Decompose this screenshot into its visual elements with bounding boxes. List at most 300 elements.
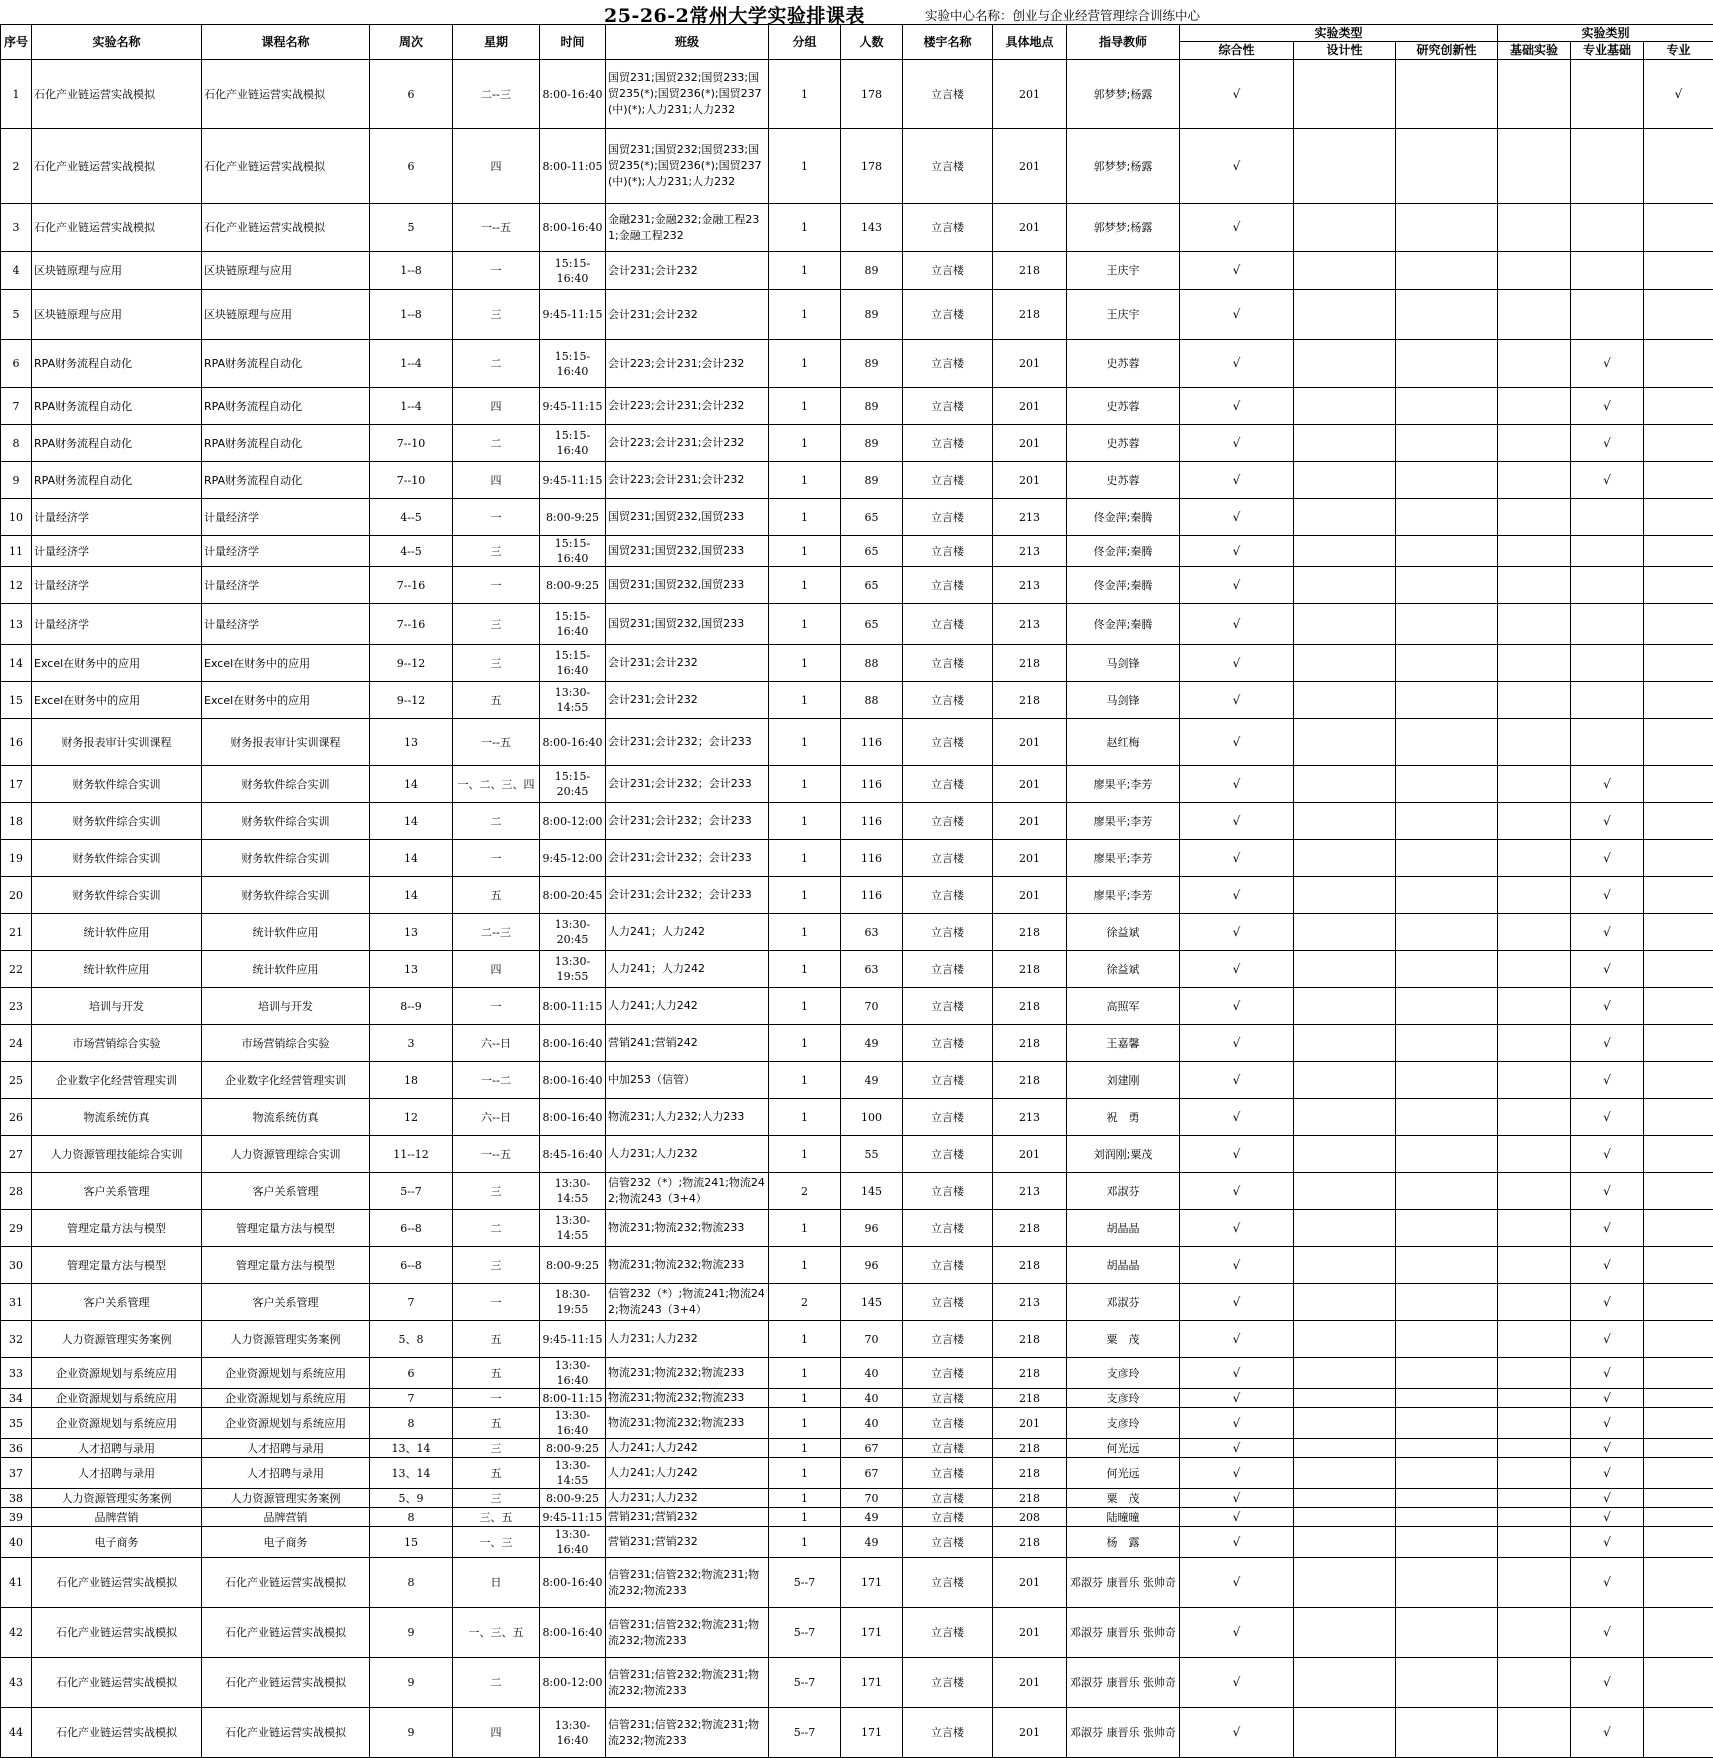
cell-location: 218 — [993, 1489, 1067, 1508]
cell-time: 13:30-16:40 — [540, 1358, 606, 1389]
cell-location: 201 — [993, 60, 1067, 129]
mark-research — [1396, 567, 1498, 604]
mark-comprehensive: √ — [1180, 1527, 1294, 1558]
cell-course-name: 计量经济学 — [202, 499, 370, 536]
mark-design — [1294, 719, 1396, 766]
cell-group: 1 — [769, 951, 841, 988]
mark-basic — [1498, 914, 1571, 951]
mark-research — [1396, 129, 1498, 204]
cell-course-name: 计量经济学 — [202, 604, 370, 645]
mark-research — [1396, 1284, 1498, 1321]
mark-design — [1294, 877, 1396, 914]
table-row — [1, 1389, 1713, 1408]
mark-major — [1644, 567, 1713, 604]
cell-exp-name: 石化产业链运营实战模拟 — [32, 1708, 202, 1758]
cell-location: 213 — [993, 1099, 1067, 1136]
mark-research — [1396, 425, 1498, 462]
cell-location: 218 — [993, 682, 1067, 719]
cell-course-name: 品牌营销 — [202, 1508, 370, 1527]
cell-group: 1 — [769, 604, 841, 645]
cell-count: 116 — [841, 877, 903, 914]
mark-research — [1396, 1608, 1498, 1658]
cell-seq: 2 — [1, 129, 32, 204]
cell-group: 1 — [769, 719, 841, 766]
mark-major-basic: √ — [1571, 1173, 1644, 1210]
cell-classes: 人力231;人力232 — [606, 1489, 769, 1508]
cell-teacher: 史苏蓉 — [1067, 388, 1180, 425]
mark-major-basic: √ — [1571, 1608, 1644, 1658]
cell-location: 218 — [993, 252, 1067, 290]
cell-classes: 物流231;物流232;物流233 — [606, 1210, 769, 1247]
mark-comprehensive: √ — [1180, 60, 1294, 129]
cell-time: 8:00-16:40 — [540, 1608, 606, 1658]
cell-weekday: 一--五 — [453, 719, 540, 766]
mark-research — [1396, 1389, 1498, 1408]
mark-basic — [1498, 290, 1571, 340]
mark-comprehensive: √ — [1180, 1321, 1294, 1358]
cell-exp-name: 财务报表审计实训课程 — [32, 719, 202, 766]
table-row — [1, 1527, 1713, 1558]
cell-location: 201 — [993, 719, 1067, 766]
cell-time: 8:00-16:40 — [540, 1558, 606, 1608]
cell-time: 8:45-16:40 — [540, 1136, 606, 1173]
mark-design — [1294, 1321, 1396, 1358]
mark-major-basic: √ — [1571, 1558, 1644, 1608]
cell-building: 立言楼 — [903, 1173, 993, 1210]
mark-design — [1294, 840, 1396, 877]
cell-building: 立言楼 — [903, 340, 993, 388]
cell-weeks: 8 — [370, 1558, 453, 1608]
cell-course-name: Excel在财务中的应用 — [202, 682, 370, 719]
cell-location: 201 — [993, 340, 1067, 388]
cell-building: 立言楼 — [903, 536, 993, 567]
cell-weekday: 三、五 — [453, 1508, 540, 1527]
mark-design — [1294, 1508, 1396, 1527]
cell-weekday: 一 — [453, 252, 540, 290]
cell-teacher: 何光远 — [1067, 1458, 1180, 1489]
header-seq: 序号 — [1, 25, 32, 60]
cell-classes: 物流231;物流232;物流233 — [606, 1408, 769, 1439]
cell-seq: 29 — [1, 1210, 32, 1247]
cell-seq: 19 — [1, 840, 32, 877]
cell-count: 143 — [841, 204, 903, 252]
mark-research — [1396, 1136, 1498, 1173]
table-row — [1, 682, 1713, 719]
cell-classes: 信管231;信管232;物流231;物流232;物流233 — [606, 1708, 769, 1758]
mark-basic — [1498, 204, 1571, 252]
cell-location: 218 — [993, 1458, 1067, 1489]
cell-teacher: 徐益斌 — [1067, 951, 1180, 988]
mark-major-basic: √ — [1571, 1658, 1644, 1708]
mark-major — [1644, 1173, 1713, 1210]
cell-time: 15:15-16:40 — [540, 536, 606, 567]
cell-building: 立言楼 — [903, 1284, 993, 1321]
header-type-research: 研究创新性 — [1396, 42, 1498, 60]
cell-classes: 信管232（*）;物流241;物流242;物流243（3+4） — [606, 1284, 769, 1321]
cell-time: 15:15-16:40 — [540, 645, 606, 682]
cell-exp-name: 人力资源管理实务案例 — [32, 1321, 202, 1358]
cell-time: 15:15-20:45 — [540, 766, 606, 803]
cell-teacher: 祝 勇 — [1067, 1099, 1180, 1136]
cell-teacher: 佟金萍;秦腾 — [1067, 499, 1180, 536]
mark-comprehensive: √ — [1180, 1284, 1294, 1321]
mark-basic — [1498, 252, 1571, 290]
mark-major — [1644, 499, 1713, 536]
cell-time: 13:30-14:55 — [540, 682, 606, 719]
cell-count: 40 — [841, 1358, 903, 1389]
cell-group: 1 — [769, 1358, 841, 1389]
cell-weeks: 14 — [370, 766, 453, 803]
cell-group: 1 — [769, 204, 841, 252]
mark-basic — [1498, 567, 1571, 604]
cell-time: 9:45-11:15 — [540, 388, 606, 425]
header-time: 时间 — [540, 25, 606, 60]
cell-course-name: 人才招聘与录用 — [202, 1439, 370, 1458]
cell-classes: 会计231;会计232 — [606, 645, 769, 682]
cell-group: 1 — [769, 803, 841, 840]
table-row — [1, 204, 1713, 252]
mark-comprehensive: √ — [1180, 1099, 1294, 1136]
cell-location: 218 — [993, 1210, 1067, 1247]
cell-classes: 物流231;人力232;人力233 — [606, 1099, 769, 1136]
table-row — [1, 1025, 1713, 1062]
mark-major-basic — [1571, 204, 1644, 252]
cell-time: 8:00-9:25 — [540, 1489, 606, 1508]
mark-comprehensive: √ — [1180, 204, 1294, 252]
mark-design — [1294, 388, 1396, 425]
cell-time: 8:00-11:05 — [540, 129, 606, 204]
table-row — [1, 645, 1713, 682]
cell-weeks: 6 — [370, 1358, 453, 1389]
table-row — [1, 988, 1713, 1025]
mark-major-basic: √ — [1571, 1508, 1644, 1527]
mark-basic — [1498, 1608, 1571, 1658]
cell-exp-name: 石化产业链运营实战模拟 — [32, 129, 202, 204]
mark-major-basic: √ — [1571, 1439, 1644, 1458]
cell-time: 8:00-11:15 — [540, 1389, 606, 1408]
mark-basic — [1498, 1558, 1571, 1608]
mark-design — [1294, 1408, 1396, 1439]
mark-basic — [1498, 1210, 1571, 1247]
cell-count: 63 — [841, 914, 903, 951]
cell-seq: 41 — [1, 1558, 32, 1608]
cell-course-name: 管理定量方法与模型 — [202, 1247, 370, 1284]
mark-design — [1294, 766, 1396, 803]
cell-weekday: 六--日 — [453, 1099, 540, 1136]
cell-weeks: 1--4 — [370, 388, 453, 425]
cell-course-name: 管理定量方法与模型 — [202, 1210, 370, 1247]
mark-major — [1644, 951, 1713, 988]
cell-seq: 37 — [1, 1458, 32, 1489]
mark-major — [1644, 719, 1713, 766]
table-row — [1, 1458, 1713, 1489]
cell-weekday: 一--二 — [453, 1062, 540, 1099]
mark-basic — [1498, 1358, 1571, 1389]
cell-count: 55 — [841, 1136, 903, 1173]
cell-teacher: 邓淑芬 — [1067, 1284, 1180, 1321]
cell-exp-name: 市场营销综合实验 — [32, 1025, 202, 1062]
cell-count: 65 — [841, 536, 903, 567]
cell-seq: 44 — [1, 1708, 32, 1758]
mark-comprehensive: √ — [1180, 290, 1294, 340]
cell-classes: 国贸231;国贸232,国贸233 — [606, 499, 769, 536]
mark-major-basic — [1571, 60, 1644, 129]
header-location: 具体地点 — [993, 25, 1067, 60]
cell-weeks: 9 — [370, 1658, 453, 1708]
cell-building: 立言楼 — [903, 1608, 993, 1658]
cell-weekday: 三 — [453, 1173, 540, 1210]
cell-weekday: 六--日 — [453, 1025, 540, 1062]
cell-teacher: 廖果平;李芳 — [1067, 766, 1180, 803]
cell-teacher: 郭梦梦;杨露 — [1067, 60, 1180, 129]
cell-classes: 会计231;会计232 — [606, 682, 769, 719]
mark-major — [1644, 1508, 1713, 1527]
mark-major-basic: √ — [1571, 1210, 1644, 1247]
cell-exp-name: 管理定量方法与模型 — [32, 1210, 202, 1247]
cell-weeks: 18 — [370, 1062, 453, 1099]
mark-major — [1644, 1608, 1713, 1658]
cell-seq: 12 — [1, 567, 32, 604]
cell-time: 15:15-16:40 — [540, 604, 606, 645]
cell-teacher: 史苏蓉 — [1067, 340, 1180, 388]
mark-major-basic: √ — [1571, 388, 1644, 425]
cell-seq: 30 — [1, 1247, 32, 1284]
cell-seq: 39 — [1, 1508, 32, 1527]
cell-count: 63 — [841, 951, 903, 988]
mark-research — [1396, 988, 1498, 1025]
cell-group: 1 — [769, 290, 841, 340]
cell-seq: 10 — [1, 499, 32, 536]
cell-seq: 13 — [1, 604, 32, 645]
cell-exp-name: 人才招聘与录用 — [32, 1439, 202, 1458]
cell-weekday: 三 — [453, 645, 540, 682]
mark-research — [1396, 951, 1498, 988]
cell-teacher: 粟 茂 — [1067, 1489, 1180, 1508]
cell-weekday: 一 — [453, 840, 540, 877]
cell-weeks: 15 — [370, 1527, 453, 1558]
cell-weeks: 13、14 — [370, 1458, 453, 1489]
cell-seq: 20 — [1, 877, 32, 914]
mark-design — [1294, 1489, 1396, 1508]
cell-exp-name: Excel在财务中的应用 — [32, 645, 202, 682]
cell-group: 5--7 — [769, 1608, 841, 1658]
cell-classes: 信管231;信管232;物流231;物流232;物流233 — [606, 1658, 769, 1708]
cell-exp-name: 客户关系管理 — [32, 1284, 202, 1321]
mark-research — [1396, 1210, 1498, 1247]
cell-teacher: 廖果平;李芳 — [1067, 877, 1180, 914]
cell-location: 201 — [993, 766, 1067, 803]
cell-course-name: 统计软件应用 — [202, 951, 370, 988]
mark-comprehensive: √ — [1180, 877, 1294, 914]
mark-major-basic: √ — [1571, 914, 1644, 951]
mark-major — [1644, 1099, 1713, 1136]
cell-weeks: 8--9 — [370, 988, 453, 1025]
mark-major — [1644, 803, 1713, 840]
mark-comprehensive: √ — [1180, 1389, 1294, 1408]
table-row — [1, 1136, 1713, 1173]
mark-major-basic: √ — [1571, 951, 1644, 988]
cell-weeks: 7--10 — [370, 425, 453, 462]
cell-exp-name: 财务软件综合实训 — [32, 877, 202, 914]
cell-building: 立言楼 — [903, 388, 993, 425]
cell-time: 15:15-16:40 — [540, 340, 606, 388]
cell-seq: 9 — [1, 462, 32, 499]
cell-weeks: 9--12 — [370, 682, 453, 719]
cell-building: 立言楼 — [903, 567, 993, 604]
cell-weekday: 三 — [453, 1247, 540, 1284]
mark-comprehensive: √ — [1180, 252, 1294, 290]
cell-time: 13:30-14:55 — [540, 1458, 606, 1489]
cell-count: 171 — [841, 1558, 903, 1608]
mark-major-basic — [1571, 645, 1644, 682]
cell-exp-name: Excel在财务中的应用 — [32, 682, 202, 719]
cell-classes: 会计231;会计232；会计233 — [606, 719, 769, 766]
cell-classes: 国贸231;国贸232,国贸233 — [606, 536, 769, 567]
cell-classes: 营销231;营销232 — [606, 1508, 769, 1527]
mark-major-basic — [1571, 499, 1644, 536]
cell-time: 9:45-11:15 — [540, 290, 606, 340]
cell-classes: 金融231;金融232;金融工程231;金融工程232 — [606, 204, 769, 252]
cell-weekday: 一、三 — [453, 1527, 540, 1558]
mark-basic — [1498, 1062, 1571, 1099]
table-row — [1, 877, 1713, 914]
cell-building: 立言楼 — [903, 1062, 993, 1099]
cell-location: 208 — [993, 1508, 1067, 1527]
mark-design — [1294, 1136, 1396, 1173]
header-course-name: 课程名称 — [202, 25, 370, 60]
cell-seq: 4 — [1, 252, 32, 290]
cell-weeks: 7 — [370, 1389, 453, 1408]
cell-course-name: 计量经济学 — [202, 567, 370, 604]
mark-basic — [1498, 1408, 1571, 1439]
cell-teacher: 史苏蓉 — [1067, 462, 1180, 499]
mark-major-basic: √ — [1571, 425, 1644, 462]
cell-time: 9:45-12:00 — [540, 840, 606, 877]
mark-major-basic — [1571, 536, 1644, 567]
mark-research — [1396, 1247, 1498, 1284]
cell-count: 96 — [841, 1247, 903, 1284]
cell-building: 立言楼 — [903, 1136, 993, 1173]
cell-group: 1 — [769, 1489, 841, 1508]
mark-comprehensive: √ — [1180, 1025, 1294, 1062]
mark-comprehensive: √ — [1180, 567, 1294, 604]
mark-major-basic: √ — [1571, 1062, 1644, 1099]
cell-teacher: 徐益斌 — [1067, 914, 1180, 951]
mark-basic — [1498, 425, 1571, 462]
cell-location: 201 — [993, 204, 1067, 252]
mark-major-basic: √ — [1571, 340, 1644, 388]
cell-classes: 会计223;会计231;会计232 — [606, 462, 769, 499]
cell-course-name: 培训与开发 — [202, 988, 370, 1025]
cell-location: 218 — [993, 1527, 1067, 1558]
cell-building: 立言楼 — [903, 1708, 993, 1758]
cell-building: 立言楼 — [903, 1099, 993, 1136]
cell-teacher: 廖果平;李芳 — [1067, 840, 1180, 877]
cell-teacher: 赵红梅 — [1067, 719, 1180, 766]
mark-major — [1644, 252, 1713, 290]
cell-weeks: 9--12 — [370, 645, 453, 682]
mark-major — [1644, 1358, 1713, 1389]
cell-course-name: 电子商务 — [202, 1527, 370, 1558]
cell-course-name: 财务软件综合实训 — [202, 840, 370, 877]
mark-basic — [1498, 1489, 1571, 1508]
cell-building: 立言楼 — [903, 914, 993, 951]
cell-group: 5--7 — [769, 1708, 841, 1758]
cell-count: 40 — [841, 1408, 903, 1439]
cell-exp-name: 计量经济学 — [32, 604, 202, 645]
cell-count: 67 — [841, 1458, 903, 1489]
mark-major-basic — [1571, 682, 1644, 719]
cell-teacher: 史苏蓉 — [1067, 425, 1180, 462]
mark-research — [1396, 536, 1498, 567]
mark-research — [1396, 1489, 1498, 1508]
cell-exp-name: 石化产业链运营实战模拟 — [32, 1558, 202, 1608]
mark-design — [1294, 1062, 1396, 1099]
cell-weeks: 6 — [370, 60, 453, 129]
cell-teacher: 郭梦梦;杨露 — [1067, 129, 1180, 204]
cell-classes: 人力231;人力232 — [606, 1321, 769, 1358]
cell-building: 立言楼 — [903, 1439, 993, 1458]
cell-classes: 信管231;信管232;物流231;物流232;物流233 — [606, 1558, 769, 1608]
cell-group: 1 — [769, 129, 841, 204]
cell-time: 8:00-9:25 — [540, 1247, 606, 1284]
cell-time: 8:00-16:40 — [540, 60, 606, 129]
cell-weeks: 13 — [370, 719, 453, 766]
header-type-design: 设计性 — [1294, 42, 1396, 60]
cell-course-name: 企业资源规划与系统应用 — [202, 1389, 370, 1408]
cell-weekday: 五 — [453, 1408, 540, 1439]
header-type-comprehensive: 综合性 — [1180, 42, 1294, 60]
cell-weeks: 7--10 — [370, 462, 453, 499]
cell-weeks: 3 — [370, 1025, 453, 1062]
table-row — [1, 462, 1713, 499]
table-row — [1, 1284, 1713, 1321]
mark-research — [1396, 1321, 1498, 1358]
cell-location: 213 — [993, 536, 1067, 567]
mark-comprehensive: √ — [1180, 388, 1294, 425]
table-row — [1, 1210, 1713, 1247]
mark-basic — [1498, 766, 1571, 803]
mark-research — [1396, 1173, 1498, 1210]
mark-major — [1644, 1708, 1713, 1758]
cell-classes: 国贸231;国贸232;国贸233;国贸235(*);国贸236(*);国贸237(中)(*);人力231;人力232 — [606, 60, 769, 129]
mark-design — [1294, 567, 1396, 604]
cell-group: 1 — [769, 682, 841, 719]
cell-group: 1 — [769, 499, 841, 536]
cell-building: 立言楼 — [903, 803, 993, 840]
mark-research — [1396, 499, 1498, 536]
cell-weekday: 二--三 — [453, 60, 540, 129]
cell-exp-name: 品牌营销 — [32, 1508, 202, 1527]
cell-weekday: 一--五 — [453, 1136, 540, 1173]
mark-design — [1294, 340, 1396, 388]
mark-comprehensive: √ — [1180, 766, 1294, 803]
cell-teacher: 邓淑芬 康晋乐 张帅奇 — [1067, 1708, 1180, 1758]
cell-location: 213 — [993, 499, 1067, 536]
mark-major — [1644, 604, 1713, 645]
cell-group: 1 — [769, 1099, 841, 1136]
cell-classes: 会计231;会计232 — [606, 290, 769, 340]
table-row — [1, 1099, 1713, 1136]
cell-course-name: RPA财务流程自动化 — [202, 425, 370, 462]
cell-weekday: 二 — [453, 1210, 540, 1247]
table-row — [1, 340, 1713, 388]
mark-basic — [1498, 129, 1571, 204]
cell-count: 49 — [841, 1062, 903, 1099]
mark-design — [1294, 604, 1396, 645]
cell-time: 8:00-11:15 — [540, 988, 606, 1025]
cell-location: 218 — [993, 988, 1067, 1025]
